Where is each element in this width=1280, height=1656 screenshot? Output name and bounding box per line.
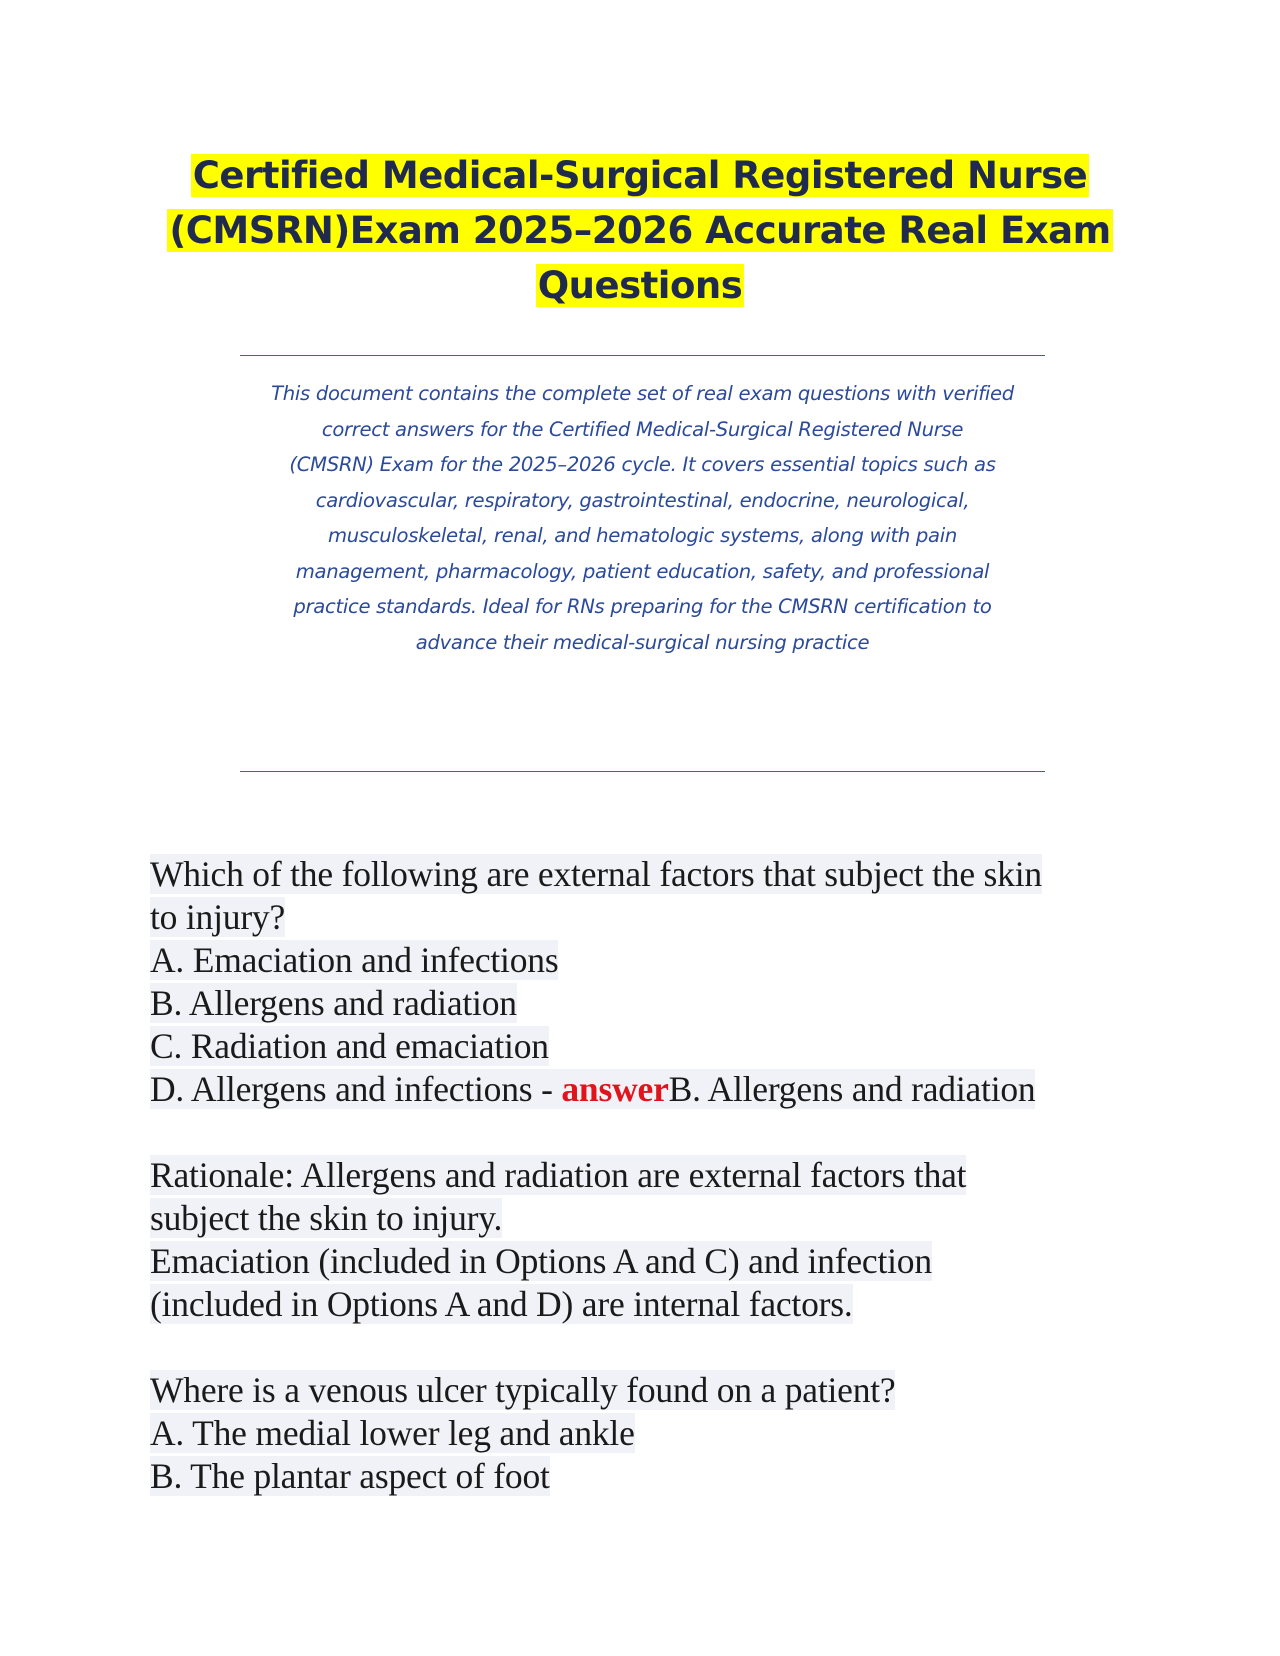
question-1-option-b: B. Allergens and radiation — [150, 983, 517, 1023]
rationale-line-3: Emaciation (included in Options A and C) and infection — [150, 1241, 932, 1281]
rationale-line-4: (included in Options A and D) are internal factors. — [150, 1284, 853, 1324]
option-d-text: D. Allergens and infections - — [150, 1069, 562, 1109]
title-line-2: (CMSRN)Exam 2025–2026 Accurate Real Exam — [169, 209, 1111, 252]
rationale-line-2: subject the skin to injury. — [150, 1198, 503, 1238]
abstract-line: correct answers for the Certified Medical-Surgical Registered Nurse — [321, 417, 964, 441]
question-2-text: Where is a venous ulcer typically found on a patient? — [150, 1370, 896, 1410]
top-divider — [240, 355, 1045, 356]
question-1-option-a: A. Emaciation and infections — [150, 940, 559, 980]
question-1-text-line-2: to injury? — [150, 897, 286, 937]
question-1-option-d — [150, 1068, 1150, 1111]
question-list — [150, 853, 1150, 1498]
question-2-option-a: A. The medial lower leg and ankle — [150, 1413, 635, 1453]
answer-label: answer — [561, 1069, 669, 1109]
abstract-line: This document contains the complete set of real exam questions with verified — [271, 382, 1014, 405]
abstract-line: cardiovascular, respiratory, gastrointestinal, endocrine, neurological, — [315, 488, 970, 512]
question-2-option-b: B. The plantar aspect of foot — [150, 1456, 550, 1496]
rationale-line-1: Rationale: Allergens and radiation are external factors that — [150, 1155, 967, 1195]
document-title — [140, 148, 1140, 313]
question-1-text-line-1: Which of the following are external factors that subject the skin — [150, 854, 1042, 894]
title-line-1: Certified Medical-Surgical Registered Nurse — [192, 154, 1088, 197]
question-1-option-c: C. Radiation and emaciation — [150, 1026, 549, 1066]
abstract-line: practice standards. Ideal for RNs preparing for the CMSRN certification to — [293, 595, 992, 618]
abstract-line: (CMSRN) Exam for the 2025–2026 cycle. It covers essential topics such as — [289, 453, 996, 476]
abstract-line: advance their medical-surgical nursing practice — [415, 630, 870, 654]
abstract-line: musculoskeletal, renal, and hematologic systems, along with pain — [327, 524, 958, 547]
abstract-line: management, pharmacology, patient education, safety, and professional — [295, 559, 990, 583]
title-line-3: Questions — [537, 264, 743, 307]
document-abstract — [240, 376, 1045, 660]
bottom-divider — [240, 771, 1045, 772]
answer-text: B. Allergens and radiation — [668, 1069, 1036, 1109]
